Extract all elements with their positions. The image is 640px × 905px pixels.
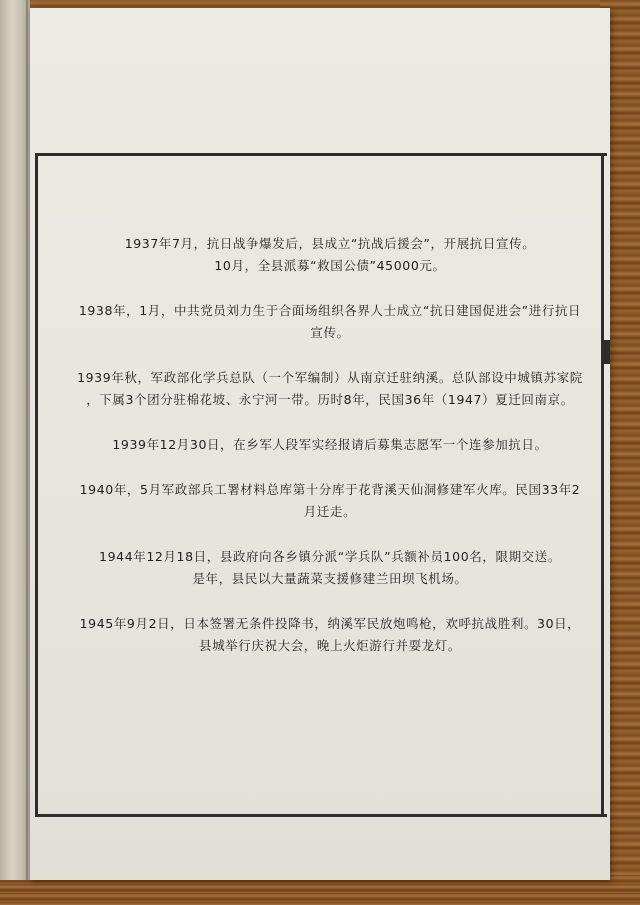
timeline-entry-1940	[75, 479, 585, 523]
entry-line: 1944年12月18日，县政府向各乡镇分派“学兵队”兵额补员100名，限期交送。	[99, 549, 561, 564]
book-page-edges	[0, 0, 30, 880]
entry-line: ，下属3个团分驻棉花坡、永宁河一带。历时8年，民国36年（1947）夏迁回南京。	[86, 392, 574, 407]
entry-line: 宣传。	[310, 325, 350, 340]
timeline-entry-1939-autumn	[75, 367, 585, 411]
entry-line: 县城举行庆祝大会，晚上火炬游行并耍龙灯。	[198, 638, 461, 653]
entry-line: 1940年，5月军政部兵工署材料总库第十分库于花背溪天仙洞修建军火库。民国33年2	[79, 482, 581, 497]
entry-line: 1939年秋，军政部化学兵总队（一个军编制）从南京迁驻纳溪。总队部设中城镇苏家院	[77, 370, 583, 385]
entry-line: 1945年9月2日，日本签署无条件投降书，纳溪军民放炮鸣枪，欢呼抗战胜利。30日，	[79, 616, 581, 631]
entry-line: 10月，全县派募“救国公债”45000元。	[214, 258, 446, 273]
entry-line: 1938年，1月，中共党员刘力生于合面场组织各界人士成立“抗日建国促进会”进行抗日	[78, 303, 582, 318]
timeline-entry-1937-july	[75, 233, 585, 277]
entry-line: 是年，县民以大量蔬菜支援修建兰田坝飞机场。	[192, 571, 468, 586]
frame-edge-mark	[604, 340, 610, 364]
timeline-entry-1939-dec	[75, 434, 585, 456]
timeline-entry-1945	[75, 613, 585, 657]
text-frame-right-border	[601, 153, 604, 817]
timeline-entry-1944	[75, 546, 585, 590]
entry-line: 1937年7月，抗日战争爆发后，县成立“抗战后援会”，开展抗日宣传。	[124, 236, 536, 251]
timeline-entry-1938	[75, 300, 585, 344]
entry-line: 1939年12月30日，在乡军人段军实经报请后募集志愿军一个连参加抗日。	[112, 437, 548, 452]
entry-line: 月迁走。	[303, 504, 357, 519]
timeline-text	[75, 233, 585, 680]
